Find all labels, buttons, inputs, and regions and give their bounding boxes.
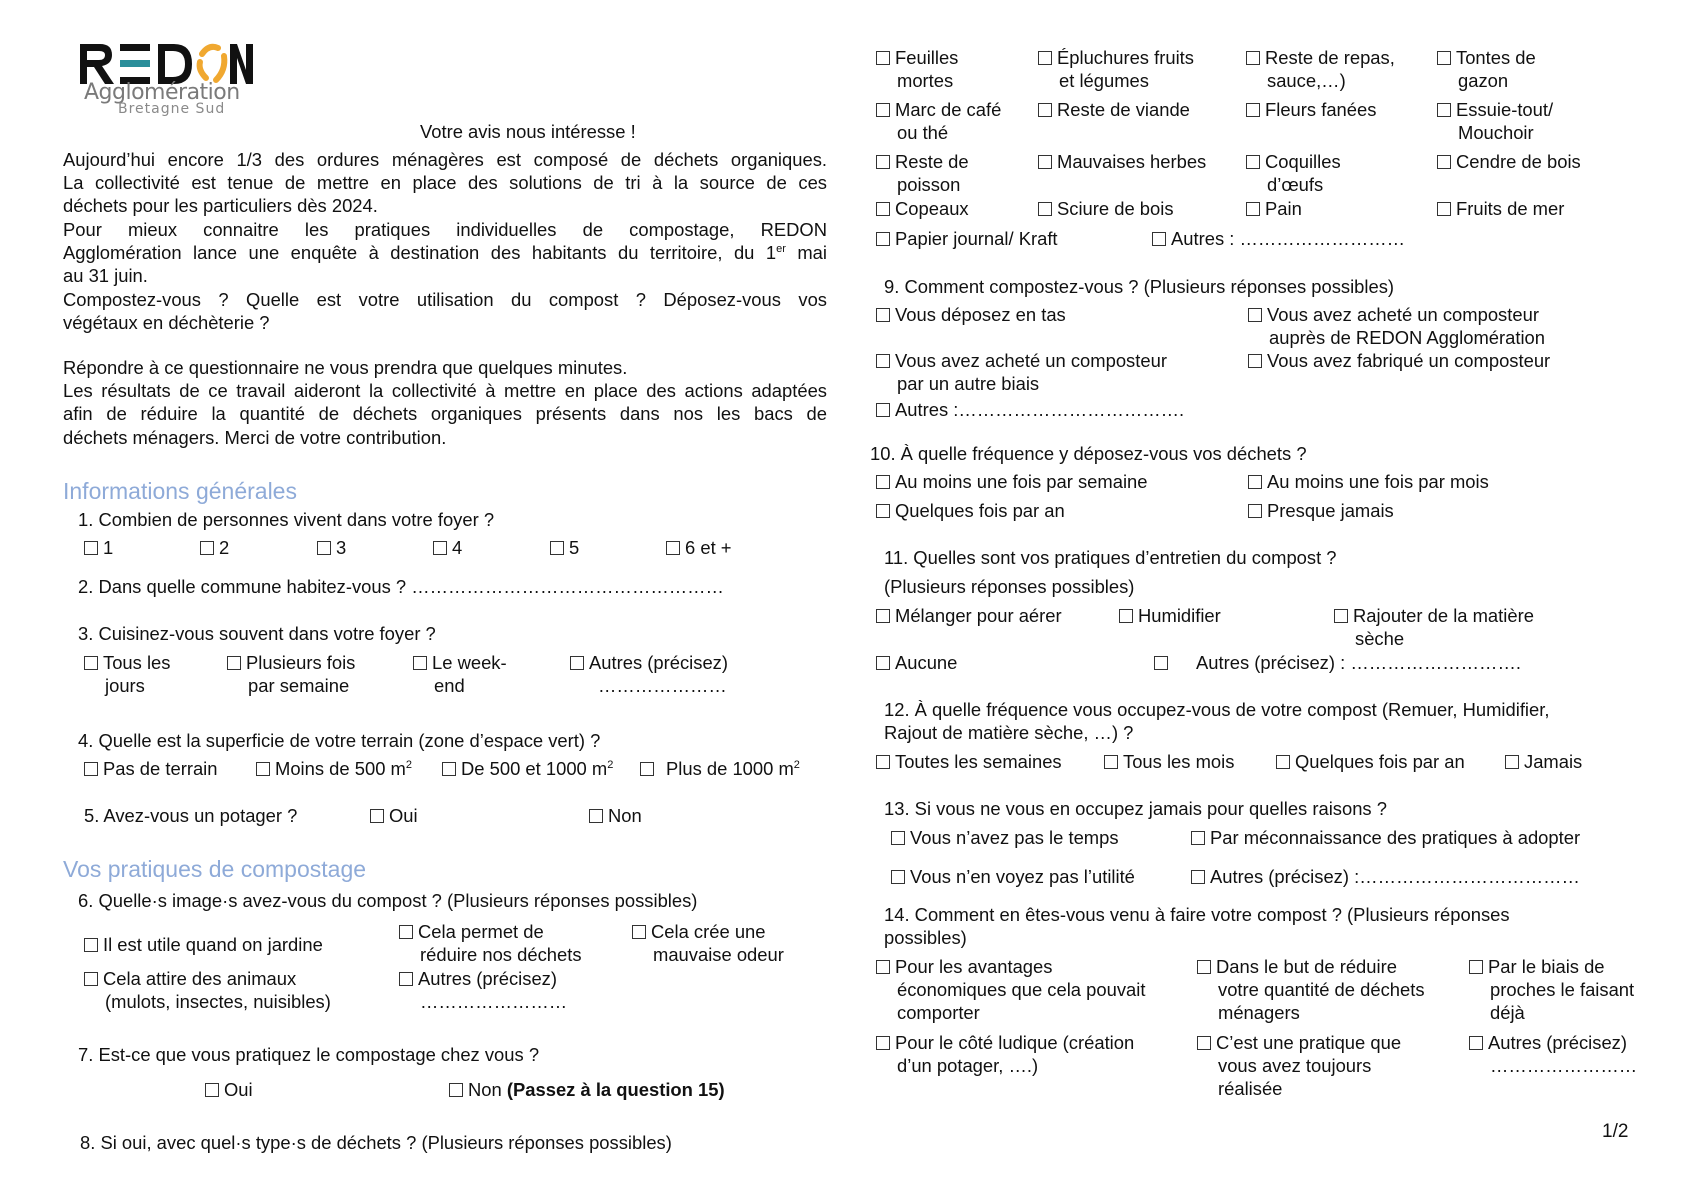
q10-option-semaine[interactable] [876,470,1148,493]
option-label: Cendre de bois [1456,151,1581,172]
option-label: Autres (précisez) [418,968,557,989]
checkbox-icon[interactable] [399,925,413,939]
q4-option-plus-1000[interactable] [640,757,800,780]
question-3-label: 3. Cuisinez-vous souvent dans votre foyer ? [78,623,436,644]
checkbox-icon[interactable] [876,103,890,117]
option-label-line2: d’œufs [1267,174,1324,195]
question-12-label-line2: Rajout de matière sèche, …) ? [884,722,1134,743]
checkbox-icon[interactable] [1276,755,1290,769]
checkbox-icon[interactable] [1248,504,1262,518]
option-label-line2: proches le faisant [1490,979,1635,1000]
option-label-line3: réalisée [1218,1078,1283,1099]
q8-option-epluchures[interactable] [1038,46,1194,92]
checkbox-icon[interactable] [1437,202,1451,216]
option-label: Cela crée une [651,921,766,942]
question-11-label: 11. Quelles sont vos pratiques d’entretien du compost ? [884,547,1337,568]
option-label: Autres (précisez) : ………………………. [1196,652,1521,673]
option-label-line2: et légumes [1059,70,1149,91]
checkbox-icon[interactable] [891,870,905,884]
ordinal-sup: er [776,243,786,256]
option-label-line3: déjà [1490,1002,1525,1023]
option-label: Cela permet de [418,921,544,942]
option-label: Tous les [103,652,171,673]
option-label: De 500 et 1000 m [461,758,608,779]
intro-line: Répondre à ce questionnaire ne vous prendra que quelques minutes. [63,357,628,378]
q8-option-copeaux[interactable] [876,197,969,220]
q10-option-presque-jamais[interactable] [1248,499,1394,522]
option-label: 3 [336,537,347,558]
q12-option-jamais[interactable] [1505,750,1582,773]
option-label: Pas de terrain [103,758,218,779]
checkbox-icon[interactable] [876,232,890,246]
q8-option-fruits-mer[interactable] [1437,197,1564,220]
intro-line-text: Agglomération lance une enquête à destination des habitants du territoire, du 1 [63,242,777,264]
q9-option-en-tas[interactable] [876,303,1066,326]
option-label: Pour le côté ludique (création [895,1032,1135,1053]
q10-option-mois[interactable] [1248,470,1489,493]
question-11-sublabel: (Plusieurs réponses possibles) [884,576,1135,597]
option-label: Par le biais de [1488,956,1605,977]
q3-option-week-end[interactable] [413,651,507,697]
option-label-line2: poisson [897,174,961,195]
intro-paragraph-3 [63,288,827,334]
option-label: Au moins une fois par mois [1267,471,1489,492]
option-label-line3: ménagers [1218,1002,1300,1023]
q13-option-meconnaissance[interactable] [1191,826,1580,849]
intro-line-tail: mai [785,242,827,264]
q5-option-oui[interactable] [370,804,418,827]
q3-option-autres[interactable] [570,651,728,697]
checkbox-icon[interactable] [1248,308,1262,322]
checkbox-icon[interactable] [370,809,384,823]
option-label-line2: end [434,675,465,696]
option-label: Copeaux [895,198,969,219]
q14-option-proches[interactable] [1469,955,1634,1024]
option-label: Autres (précisez) :……………………………… [1210,866,1580,887]
checkbox-icon[interactable] [550,541,564,555]
q8-option-pain[interactable] [1246,197,1302,220]
option-label: 2 [219,537,230,558]
checkbox-icon[interactable] [1104,755,1118,769]
checkbox-icon[interactable] [84,938,98,952]
checkbox-icon[interactable] [1437,155,1451,169]
option-label: Par méconnaissance des pratiques à adopter [1210,827,1581,848]
checkbox-icon[interactable] [399,972,413,986]
q12-option-semaines[interactable] [876,750,1062,773]
option-label: 6 et + [685,537,732,558]
q8-option-cendre-bois[interactable] [1437,150,1581,173]
skip-instruction: (Passez à la question 15) [506,1079,725,1100]
option-label-line2: votre quantité de déchets [1218,979,1425,1000]
question-14-label-line2: possibles) [884,927,967,948]
option-label: Autres :………………………………. [895,399,1185,420]
q3-option-tous-les-jours[interactable] [84,651,170,697]
intro-line: Pour mieux connaitre les pratiques individuelles de compostage, REDON [63,219,827,240]
checkbox-icon[interactable] [1038,202,1052,216]
logo-agglomeration-text: Agglomération [84,80,240,105]
option-label: Pain [1265,198,1302,219]
option-label: Dans le but de réduire [1216,956,1397,977]
checkbox-icon[interactable] [442,762,456,776]
option-label: Épluchures fruits [1057,47,1194,68]
checkbox-icon[interactable] [84,972,98,986]
question-2-commune-field[interactable]: 2. Dans quelle commune habitez-vous ? …………………………………………… [78,576,724,597]
checkbox-icon[interactable] [1038,51,1052,65]
checkbox-icon[interactable] [876,609,890,623]
q6-option-utile-jardin[interactable] [84,933,323,956]
option-label: Vous n’avez pas le temps [910,827,1119,848]
option-label: Pour les avantages [895,956,1053,977]
q6-option-mauvaise-odeur[interactable] [632,920,784,966]
intro-paragraph-4 [63,356,827,449]
q5-option-non[interactable] [589,804,642,827]
q8-option-reste-repas[interactable] [1246,46,1395,92]
checkbox-icon[interactable] [876,155,890,169]
option-label: Oui [224,1079,253,1100]
checkbox-icon[interactable] [1505,755,1519,769]
q13-option-autres[interactable] [1191,865,1580,888]
intro-line: Les résultats de ce travail aideront la collectivité à mettre en place des actions adaptées [63,380,827,402]
checkbox-icon[interactable] [1469,1036,1483,1050]
q1-option-5[interactable] [550,536,579,559]
q3-option-plusieurs-fois[interactable] [227,651,355,697]
checkbox-icon[interactable] [1152,232,1166,246]
q1-option-6-plus[interactable] [666,536,732,559]
option-label-line2: ou thé [897,122,949,143]
checkbox-icon[interactable] [1246,202,1260,216]
option-label-line2: sauce,…) [1267,70,1346,91]
checkbox-icon[interactable] [876,656,890,670]
checkbox-icon[interactable] [1197,960,1211,974]
option-label: Essuie-tout/ [1456,99,1554,120]
option-label: 4 [452,537,463,558]
checkbox-icon[interactable] [200,541,214,555]
q8-option-autres[interactable] [1152,227,1405,250]
q9-option-achete-redon[interactable] [1248,303,1545,349]
option-label-line2: économiques que cela pouvait [897,979,1146,1000]
option-label: Vous n’en voyez pas l’utilité [910,866,1135,887]
checkbox-icon[interactable] [876,403,890,417]
option-label-line2: (mulots, insectes, nuisibles) [105,991,331,1012]
option-label: Presque jamais [1267,500,1394,521]
q9-option-achete-autre[interactable] [876,349,1167,395]
checkbox-icon[interactable] [632,925,646,939]
option-label: Plus de 1000 m [666,758,794,779]
q8-option-coquilles-oeufs[interactable] [1246,150,1341,196]
q8-option-feuilles-mortes[interactable] [876,46,958,92]
checkbox-icon[interactable] [256,762,270,776]
autres-fill-line[interactable]: …………………… [420,991,568,1012]
checkbox-icon[interactable] [84,656,98,670]
question-12-label: 12. À quelle fréquence vous occupez-vous de votre compost (Remuer, Humidifier, [884,699,1550,720]
option-label: Toutes les semaines [895,751,1062,772]
intro-line: déchets ménagers. Merci de votre contribution. [63,426,447,448]
option-label: Le week- [432,652,507,673]
checkbox-icon[interactable] [413,656,427,670]
checkbox-icon[interactable] [1191,831,1205,845]
intro-line: au 31 juin. [63,265,148,287]
option-label: Au moins une fois par semaine [895,471,1148,492]
option-label: Quelques fois par an [895,500,1065,521]
option-label: Reste de [895,151,969,172]
q4-option-500-1000[interactable] [442,757,613,780]
question-7-label: 7. Est-ce que vous pratiquez le compostage chez vous ? [78,1044,540,1065]
option-label-line2: auprès de REDON Agglomération [1269,327,1546,348]
q14-option-cote-ludique[interactable] [876,1031,1134,1077]
section-heading-general: Informations générales [63,478,297,504]
q6-option-reduire-dechets[interactable] [399,920,582,966]
option-label-line2: jours [105,675,145,696]
option-label-line2: réduire nos déchets [420,944,582,965]
checkbox-icon[interactable] [876,308,890,322]
section-heading-practices: Vos pratiques de compostage [63,856,367,882]
intro-paragraph-2 [63,218,827,288]
checkbox-icon[interactable] [876,354,890,368]
option-label: Vous avez fabriqué un composteur [1267,350,1551,371]
checkbox-icon[interactable] [570,656,584,670]
q12-option-quelques-fois-an[interactable] [1276,750,1465,773]
option-label: Il est utile quand on jardine [103,934,323,955]
option-label: Aucune [895,652,958,673]
checkbox-icon[interactable] [876,202,890,216]
q14-option-reduire-dechets[interactable] [1197,955,1425,1024]
option-label-line2: sèche [1355,628,1405,649]
option-label: Reste de viande [1057,99,1190,120]
q4-option-moins-500[interactable] [256,757,412,780]
option-label: Feuilles [895,47,959,68]
q4-option-pas-de-terrain[interactable] [84,757,218,780]
squared-sup: 2 [607,758,614,771]
q14-option-pratique-toujours[interactable] [1197,1031,1401,1100]
option-label: Autres (précisez) [1488,1032,1627,1053]
question-8-label: 8. Si oui, avec quel·s type·s de déchets ? (Plusieurs réponses possibles) [80,1132,672,1153]
intro-title: Votre avis nous intéresse ! [420,121,636,142]
option-label: Tontes de [1456,47,1536,68]
autres-fill-line[interactable]: …………………… [1490,1055,1638,1076]
q8-option-sciure-bois[interactable] [1038,197,1174,220]
q10-option-quelques-fois-an[interactable] [876,499,1065,522]
q11-option-matiere-seche[interactable] [1334,604,1534,650]
q8-option-essuie-tout[interactable] [1437,98,1553,144]
q13-option-pas-le-temps[interactable] [891,826,1119,849]
intro-line: Aujourd’hui encore 1/3 des ordures ménagères est composé de déchets organiques. [63,149,827,170]
checkbox-icon[interactable] [1246,155,1260,169]
question-14-label: 14. Comment en êtes-vous venu à faire votre compost ? (Plusieurs réponses [884,904,1510,925]
option-label: Mauvaises herbes [1057,151,1207,172]
q14-option-avantages-economiques[interactable] [876,955,1145,1024]
question-9-label: 9. Comment compostez-vous ? (Plusieurs réponses possibles) [884,276,1395,297]
option-label-line2: d’un potager, ….) [897,1055,1039,1076]
intro-line: La collectivité est tenue de mettre en place des solutions de tri à la source de ces [63,172,827,194]
q11-option-aucune[interactable] [876,651,957,674]
option-label: Jamais [1524,751,1583,772]
intro-line: végétaux en déchèterie ? [63,312,270,334]
q7-option-non[interactable] [449,1078,725,1101]
option-label: 1 [103,537,114,558]
intro-line-dates [63,241,827,264]
option-label: Rajouter de la matière [1353,605,1534,626]
option-label: Autres : ……………………… [1171,228,1405,249]
checkbox-icon[interactable] [227,656,241,670]
option-label: Mélanger pour aérer [895,605,1062,626]
option-label-line2: vous avez toujours [1218,1055,1372,1076]
redon-agglomeration-logo [78,38,260,123]
question-5-label: 5. Avez-vous un potager ? [84,805,298,826]
option-label: Sciure de bois [1057,198,1174,219]
checkbox-icon[interactable] [1038,103,1052,117]
option-label: Non [608,805,642,826]
q8-option-mauvaises-herbes[interactable] [1038,150,1206,173]
option-label: Quelques fois par an [1295,751,1465,772]
option-label-line2: gazon [1458,70,1509,91]
checkbox-icon[interactable] [640,762,654,776]
q1-option-3[interactable] [317,536,346,559]
intro-line: afin de réduire la quantité de déchets organiques présents dans nos les bacs de [63,403,827,425]
option-label: Vous avez acheté un composteur [895,350,1167,371]
q12-option-mois[interactable] [1104,750,1234,773]
q6-option-autres[interactable] [399,967,567,1013]
q1-option-2[interactable] [200,536,229,559]
checkbox-icon[interactable] [876,960,890,974]
intro-line: Compostez-vous ? Quelle est votre utilisation du compost ? Déposez-vous vos [63,289,827,310]
checkbox-icon[interactable] [876,475,890,489]
checkbox-icon[interactable] [1246,103,1260,117]
checkbox-icon[interactable] [84,541,98,555]
option-label: Reste de repas, [1265,47,1395,68]
option-label: 5 [569,537,580,558]
option-label: Coquilles [1265,151,1341,172]
option-label: Oui [389,805,418,826]
squared-sup: 2 [793,758,800,771]
question-10-label: 10. À quelle fréquence y déposez-vous vos déchets ? [870,443,1307,464]
q13-option-pas-utilite[interactable] [891,865,1135,888]
intro-line: déchets pour les particuliers dès 2024. [63,195,378,217]
q7-option-oui[interactable] [205,1078,253,1101]
question-13-label: 13. Si vous ne vous en occupez jamais pour quelles raisons ? [884,798,1387,819]
checkbox-icon[interactable] [1246,51,1260,65]
option-label: Humidifier [1138,605,1221,626]
checkbox-icon[interactable] [1191,870,1205,884]
checkbox-icon[interactable] [666,541,680,555]
option-label: Cela attire des animaux [103,968,297,989]
option-label: Non [468,1079,502,1100]
checkbox-icon[interactable] [1038,155,1052,169]
checkbox-icon[interactable] [1154,656,1168,670]
option-label-line3: comporter [897,1002,980,1023]
q8-option-reste-viande[interactable] [1038,98,1190,121]
checkbox-icon[interactable] [1248,475,1262,489]
option-label: Autres (précisez) [589,652,728,673]
checkbox-icon[interactable] [1197,1036,1211,1050]
q8-option-tontes-gazon[interactable] [1437,46,1536,92]
q8-option-fleurs-fanees[interactable] [1246,98,1376,121]
option-label-line2: Mouchoir [1458,122,1534,143]
checkbox-icon[interactable] [876,51,890,65]
option-label: Plusieurs fois [246,652,356,673]
page-number: 1/2 [1602,1121,1629,1142]
option-label: Papier journal/ Kraft [895,228,1058,249]
checkbox-icon[interactable] [1248,354,1262,368]
checkbox-icon[interactable] [1334,609,1348,623]
option-label: Vous déposez en tas [895,304,1066,325]
q8-option-marc-cafe[interactable] [876,98,1001,144]
q11-option-autres[interactable] [1154,651,1521,674]
logo-bretagne-sud-text: Bretagne Sud [118,101,226,117]
checkbox-icon[interactable] [449,1083,463,1097]
q8-option-papier-journal[interactable] [876,227,1058,250]
checkbox-icon[interactable] [589,809,603,823]
option-label-line2: par semaine [248,675,350,696]
checkbox-icon[interactable] [876,1036,890,1050]
option-label: Marc de café [895,99,1002,120]
option-label: Fleurs fanées [1265,99,1377,120]
autres-fill-line[interactable]: ………………… [598,675,727,696]
question-1-label: 1. Combien de personnes vivent dans votre foyer ? [78,509,495,530]
q14-option-autres[interactable] [1469,1031,1637,1077]
question-6-label: 6. Quelle·s image·s avez-vous du compost ? (Plusieurs réponses possibles) [78,890,698,911]
option-label: Tous les mois [1123,751,1235,772]
option-label-line2: mortes [897,70,954,91]
option-label: C’est une pratique que [1216,1032,1402,1053]
q6-option-attire-animaux[interactable] [84,967,331,1013]
checkbox-icon[interactable] [876,504,890,518]
q9-option-autres[interactable] [876,398,1184,421]
option-label: Moins de 500 m [275,758,406,779]
option-label: Fruits de mer [1456,198,1565,219]
q1-option-4[interactable] [433,536,462,559]
q11-option-melanger[interactable] [876,604,1062,627]
q8-option-reste-poisson[interactable] [876,150,969,196]
checkbox-icon[interactable] [1437,51,1451,65]
checkbox-icon[interactable] [891,831,905,845]
checkbox-icon[interactable] [433,541,447,555]
option-label-line2: mauvaise odeur [653,944,784,965]
option-label: Vous avez acheté un composteur [1267,304,1539,325]
squared-sup: 2 [405,758,412,771]
q1-option-1[interactable] [84,536,113,559]
option-label-line2: par un autre biais [897,373,1040,394]
q9-option-fabrique[interactable] [1248,349,1550,372]
intro-paragraph-1 [63,148,827,218]
checkbox-icon[interactable] [876,755,890,769]
checkbox-icon[interactable] [317,541,331,555]
checkbox-icon[interactable] [1437,103,1451,117]
checkbox-icon[interactable] [1119,609,1133,623]
checkbox-icon[interactable] [84,762,98,776]
q11-option-humidifier[interactable] [1119,604,1221,627]
checkbox-icon[interactable] [1469,960,1483,974]
question-4-label: 4. Quelle est la superficie de votre terrain (zone d’espace vert) ? [78,730,601,751]
checkbox-icon[interactable] [205,1083,219,1097]
